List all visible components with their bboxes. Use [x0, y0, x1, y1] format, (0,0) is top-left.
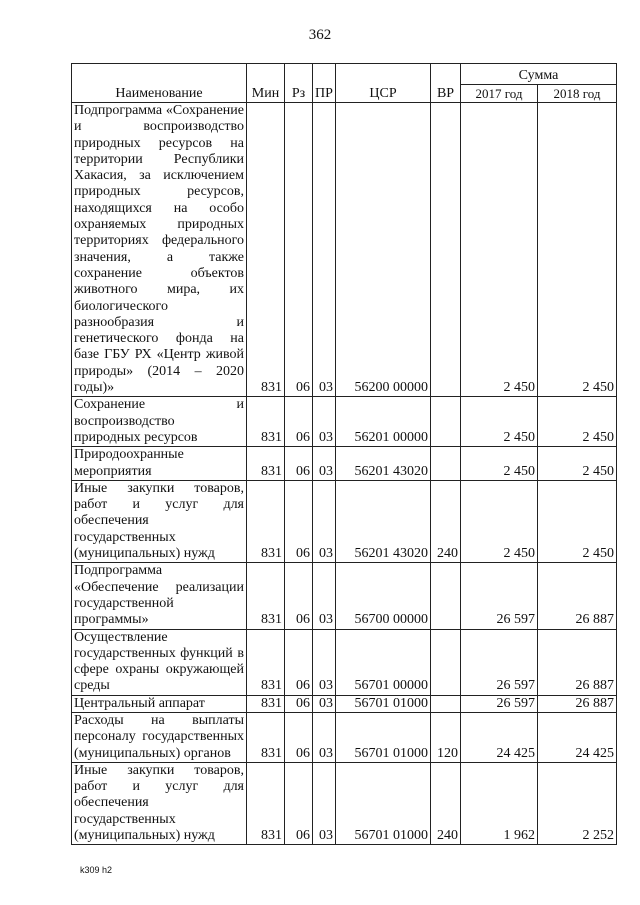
row-rz: 06	[285, 563, 313, 629]
table-row	[72, 712, 617, 762]
row-sum-2017: 26 597	[461, 629, 538, 695]
row-pr: 03	[313, 762, 336, 844]
header-rz: Рз	[285, 64, 313, 103]
row-min: 831	[247, 480, 285, 562]
row-csr: 56701 01000	[336, 762, 431, 844]
row-sum-2018: 26 887	[538, 563, 617, 629]
row-vr	[431, 103, 461, 397]
row-rz: 06	[285, 103, 313, 397]
row-sum-2017: 26 597	[461, 563, 538, 629]
row-sum-2018: 26 887	[538, 629, 617, 695]
row-sum-2018: 2 450	[538, 480, 617, 562]
row-name: Иные закупки товаров, работ и услуг для обеспечения государственных (муниципальных) нужд	[72, 480, 247, 562]
row-sum-2018: 2 450	[538, 447, 617, 481]
row-csr: 56701 01000	[336, 712, 431, 762]
row-min: 831	[247, 712, 285, 762]
table-row	[72, 695, 617, 712]
row-pr: 03	[313, 712, 336, 762]
row-vr: 120	[431, 712, 461, 762]
row-pr: 03	[313, 397, 336, 447]
table-body	[72, 103, 617, 845]
row-min: 831	[247, 762, 285, 844]
row-pr: 03	[313, 629, 336, 695]
row-name: Подпрограмма «Сохранение и воспроизводство природных ресурсов на территории Республики Хакасия, за исключением природных ресурсов, находящихся на особо охраняемых природных территориях федерального значения, а также сохранение объектов животного мира, их биологического разнообразия и генетического фонда на базе ГБУ РХ «Центр живой природы» (2014 – 2020 годы)»	[72, 103, 247, 397]
row-min: 831	[247, 397, 285, 447]
row-vr: 240	[431, 480, 461, 562]
header-csr: ЦСР	[336, 64, 431, 103]
table-row	[72, 447, 617, 481]
row-pr: 03	[313, 447, 336, 481]
row-rz: 06	[285, 629, 313, 695]
row-vr	[431, 447, 461, 481]
row-sum-2017: 2 450	[461, 397, 538, 447]
row-name: Центральный аппарат	[72, 695, 247, 712]
table-row	[72, 480, 617, 562]
row-csr: 56201 43020	[336, 480, 431, 562]
row-sum-2017: 1 962	[461, 762, 538, 844]
table-row	[72, 103, 617, 397]
header-pr: ПР	[313, 64, 336, 103]
row-sum-2017: 2 450	[461, 447, 538, 481]
row-name: Сохранение и воспроизводство природных ресурсов	[72, 397, 247, 447]
header-sum: Сумма	[461, 64, 617, 85]
row-min: 831	[247, 563, 285, 629]
row-vr: 240	[431, 762, 461, 844]
row-vr	[431, 629, 461, 695]
row-rz: 06	[285, 695, 313, 712]
row-min: 831	[247, 629, 285, 695]
row-csr: 56200 00000	[336, 103, 431, 397]
header-min: Мин	[247, 64, 285, 103]
table-row	[72, 629, 617, 695]
row-sum-2017: 26 597	[461, 695, 538, 712]
row-vr	[431, 397, 461, 447]
row-sum-2018: 26 887	[538, 695, 617, 712]
row-csr: 56701 00000	[336, 629, 431, 695]
row-name: Расходы на выплаты персоналу государственных (муниципальных) органов	[72, 712, 247, 762]
header-row	[72, 64, 617, 85]
row-sum-2017: 24 425	[461, 712, 538, 762]
row-csr: 56701 01000	[336, 695, 431, 712]
row-name: Природоохранные мероприятия	[72, 447, 247, 481]
row-pr: 03	[313, 563, 336, 629]
row-sum-2017: 2 450	[461, 480, 538, 562]
row-rz: 06	[285, 762, 313, 844]
row-csr: 56201 00000	[336, 397, 431, 447]
header-year-2017: 2017 год	[461, 85, 538, 103]
row-name: Подпрограмма «Обеспечение реализации государственной программы»	[72, 563, 247, 629]
header-year-2018: 2018 год	[538, 85, 617, 103]
row-sum-2018: 24 425	[538, 712, 617, 762]
table-row	[72, 397, 617, 447]
row-name: Иные закупки товаров, работ и услуг для обеспечения государственных (муниципальных) нужд	[72, 762, 247, 844]
row-min: 831	[247, 447, 285, 481]
table-row	[72, 762, 617, 844]
row-pr: 03	[313, 695, 336, 712]
header-vr: ВР	[431, 64, 461, 103]
row-csr: 56700 00000	[336, 563, 431, 629]
row-name: Осуществление государственных функций в сфере охраны окружающей среды	[72, 629, 247, 695]
budget-table	[71, 63, 617, 845]
footer-code: k309 h2	[80, 865, 113, 875]
row-sum-2018: 2 252	[538, 762, 617, 844]
row-vr	[431, 563, 461, 629]
row-rz: 06	[285, 397, 313, 447]
page-number: 362	[308, 27, 332, 43]
row-vr	[431, 695, 461, 712]
header-name: Наименование	[72, 64, 247, 103]
row-rz: 06	[285, 447, 313, 481]
row-sum-2018: 2 450	[538, 103, 617, 397]
row-csr: 56201 43020	[336, 447, 431, 481]
row-min: 831	[247, 695, 285, 712]
row-min: 831	[247, 103, 285, 397]
row-rz: 06	[285, 712, 313, 762]
row-rz: 06	[285, 480, 313, 562]
table-row	[72, 563, 617, 629]
row-pr: 03	[313, 103, 336, 397]
row-sum-2017: 2 450	[461, 103, 538, 397]
row-sum-2018: 2 450	[538, 397, 617, 447]
row-pr: 03	[313, 480, 336, 562]
